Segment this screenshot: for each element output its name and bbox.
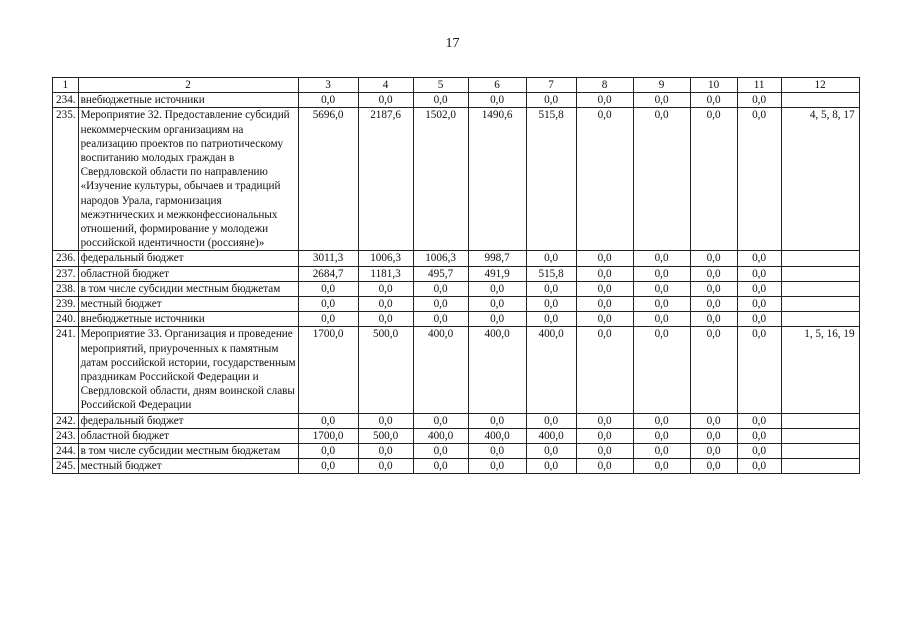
row-number: 234. <box>53 93 79 108</box>
value-cell: 0,0 <box>526 297 576 312</box>
table-row <box>53 108 860 251</box>
value-cell: 491,9 <box>468 266 526 281</box>
page-number: 17 <box>445 36 460 51</box>
value-cell: 0,0 <box>737 312 781 327</box>
value-cell: 0,0 <box>633 266 690 281</box>
table-row <box>53 444 860 459</box>
value-cell: 0,0 <box>526 93 576 108</box>
value-cell: 1700,0 <box>298 428 358 443</box>
row-number: 236. <box>53 251 79 266</box>
value-cell: 0,0 <box>576 327 633 413</box>
table-row <box>53 266 860 281</box>
value-cell: 515,8 <box>526 266 576 281</box>
target-indicators <box>781 428 859 443</box>
row-number: 241. <box>53 327 79 413</box>
value-cell: 0,0 <box>576 459 633 474</box>
column-header: 12 <box>781 78 859 93</box>
row-number: 245. <box>53 459 79 474</box>
value-cell: 0,0 <box>737 413 781 428</box>
value-cell: 0,0 <box>633 281 690 296</box>
value-cell: 0,0 <box>576 266 633 281</box>
value-cell: 0,0 <box>633 93 690 108</box>
value-cell: 0,0 <box>690 444 737 459</box>
column-header: 4 <box>358 78 413 93</box>
value-cell: 0,0 <box>358 297 413 312</box>
column-header: 10 <box>690 78 737 93</box>
value-cell: 0,0 <box>633 108 690 251</box>
value-cell: 495,7 <box>413 266 468 281</box>
value-cell: 0,0 <box>468 413 526 428</box>
value-cell: 0,0 <box>737 428 781 443</box>
column-header: 1 <box>53 78 79 93</box>
column-header: 3 <box>298 78 358 93</box>
value-cell: 0,0 <box>526 251 576 266</box>
target-indicators <box>781 93 859 108</box>
target-indicators <box>781 297 859 312</box>
row-name: внебюджетные источники <box>78 312 298 327</box>
value-cell: 0,0 <box>737 251 781 266</box>
table-row <box>53 93 860 108</box>
target-indicators <box>781 459 859 474</box>
value-cell: 998,7 <box>468 251 526 266</box>
value-cell: 0,0 <box>690 312 737 327</box>
value-cell: 0,0 <box>737 108 781 251</box>
value-cell: 0,0 <box>690 297 737 312</box>
value-cell: 0,0 <box>737 297 781 312</box>
row-number: 237. <box>53 266 79 281</box>
column-header: 6 <box>468 78 526 93</box>
value-cell: 0,0 <box>633 459 690 474</box>
value-cell: 1006,3 <box>413 251 468 266</box>
table-row <box>53 251 860 266</box>
row-name: федеральный бюджет <box>78 251 298 266</box>
table-row <box>53 327 860 413</box>
column-header: 2 <box>78 78 298 93</box>
value-cell: 0,0 <box>737 444 781 459</box>
value-cell: 0,0 <box>737 281 781 296</box>
value-cell: 500,0 <box>358 428 413 443</box>
value-cell: 0,0 <box>737 327 781 413</box>
target-indicators <box>781 266 859 281</box>
table-row <box>53 281 860 296</box>
program-table <box>52 77 860 474</box>
value-cell: 400,0 <box>413 327 468 413</box>
value-cell: 400,0 <box>468 327 526 413</box>
table-row <box>53 428 860 443</box>
column-header: 11 <box>737 78 781 93</box>
row-number: 240. <box>53 312 79 327</box>
value-cell: 0,0 <box>358 93 413 108</box>
value-cell: 0,0 <box>690 428 737 443</box>
value-cell: 0,0 <box>576 108 633 251</box>
value-cell: 0,0 <box>633 413 690 428</box>
value-cell: 1181,3 <box>358 266 413 281</box>
table-row <box>53 413 860 428</box>
target-indicators <box>781 251 859 266</box>
value-cell: 400,0 <box>413 428 468 443</box>
value-cell: 0,0 <box>690 413 737 428</box>
value-cell: 400,0 <box>526 428 576 443</box>
value-cell: 0,0 <box>298 459 358 474</box>
value-cell: 5696,0 <box>298 108 358 251</box>
target-indicators: 4, 5, 8, 17 <box>781 108 859 251</box>
value-cell: 0,0 <box>633 444 690 459</box>
value-cell: 1700,0 <box>298 327 358 413</box>
value-cell: 0,0 <box>413 444 468 459</box>
value-cell: 0,0 <box>690 266 737 281</box>
value-cell: 0,0 <box>298 444 358 459</box>
target-indicators <box>781 413 859 428</box>
value-cell: 0,0 <box>576 428 633 443</box>
value-cell: 0,0 <box>526 444 576 459</box>
table-body <box>53 78 860 474</box>
value-cell: 0,0 <box>468 93 526 108</box>
row-name: внебюджетные источники <box>78 93 298 108</box>
row-name: местный бюджет <box>78 459 298 474</box>
column-header: 5 <box>413 78 468 93</box>
value-cell: 0,0 <box>526 459 576 474</box>
target-indicators: 1, 5, 16, 19 <box>781 327 859 413</box>
value-cell: 400,0 <box>468 428 526 443</box>
value-cell: 0,0 <box>576 413 633 428</box>
value-cell: 1490,6 <box>468 108 526 251</box>
value-cell: 0,0 <box>413 312 468 327</box>
table-row <box>53 459 860 474</box>
value-cell: 0,0 <box>526 312 576 327</box>
row-number: 244. <box>53 444 79 459</box>
row-name: федеральный бюджет <box>78 413 298 428</box>
row-name: Мероприятие 33. Организация и проведение мероприятий, приуроченных к памятным датам российской истории, государственным праздникам Российской Федерации и Свердловской области, дням воинской славы Российской Федерации <box>78 327 298 413</box>
row-name: в том числе субсидии местным бюджетам <box>78 444 298 459</box>
value-cell: 0,0 <box>576 297 633 312</box>
row-name: в том числе субсидии местным бюджетам <box>78 281 298 296</box>
column-header: 8 <box>576 78 633 93</box>
row-number: 242. <box>53 413 79 428</box>
value-cell: 0,0 <box>413 93 468 108</box>
value-cell: 1502,0 <box>413 108 468 251</box>
row-name: областной бюджет <box>78 266 298 281</box>
column-header: 7 <box>526 78 576 93</box>
value-cell: 3011,3 <box>298 251 358 266</box>
value-cell: 0,0 <box>358 444 413 459</box>
value-cell: 2187,6 <box>358 108 413 251</box>
value-cell: 0,0 <box>737 459 781 474</box>
row-number: 238. <box>53 281 79 296</box>
value-cell: 0,0 <box>358 459 413 474</box>
target-indicators <box>781 281 859 296</box>
value-cell: 0,0 <box>298 93 358 108</box>
value-cell: 0,0 <box>576 281 633 296</box>
row-number: 235. <box>53 108 79 251</box>
value-cell: 0,0 <box>690 251 737 266</box>
value-cell: 0,0 <box>413 413 468 428</box>
value-cell: 0,0 <box>633 428 690 443</box>
value-cell: 0,0 <box>633 327 690 413</box>
value-cell: 0,0 <box>690 93 737 108</box>
value-cell: 0,0 <box>633 297 690 312</box>
value-cell: 0,0 <box>690 327 737 413</box>
value-cell: 0,0 <box>468 281 526 296</box>
value-cell: 0,0 <box>413 297 468 312</box>
value-cell: 1006,3 <box>358 251 413 266</box>
row-name: Мероприятие 32. Предоставление субсидий некоммерческим организациям на реализацию проектов по патриотическому воспитанию молодых граждан в Свердловской области по направлению «Изучение культуры, обычаев и традиций народов Урала, гармонизация межэтнических и межконфессиональных отношений, формирование у молодежи российской идентичности (россияне)» <box>78 108 298 251</box>
value-cell: 0,0 <box>413 281 468 296</box>
table-row <box>53 297 860 312</box>
value-cell: 2684,7 <box>298 266 358 281</box>
value-cell: 0,0 <box>298 413 358 428</box>
value-cell: 0,0 <box>690 108 737 251</box>
value-cell: 0,0 <box>526 281 576 296</box>
value-cell: 0,0 <box>690 459 737 474</box>
value-cell: 515,8 <box>526 108 576 251</box>
row-number: 239. <box>53 297 79 312</box>
value-cell: 0,0 <box>576 444 633 459</box>
target-indicators <box>781 444 859 459</box>
value-cell: 0,0 <box>468 312 526 327</box>
value-cell: 0,0 <box>298 281 358 296</box>
value-cell: 0,0 <box>358 312 413 327</box>
value-cell: 0,0 <box>298 312 358 327</box>
value-cell: 0,0 <box>737 266 781 281</box>
value-cell: 0,0 <box>690 281 737 296</box>
value-cell: 0,0 <box>468 444 526 459</box>
value-cell: 0,0 <box>526 413 576 428</box>
value-cell: 0,0 <box>358 281 413 296</box>
value-cell: 500,0 <box>358 327 413 413</box>
value-cell: 0,0 <box>576 251 633 266</box>
target-indicators <box>781 312 859 327</box>
value-cell: 0,0 <box>576 93 633 108</box>
value-cell: 0,0 <box>633 312 690 327</box>
value-cell: 0,0 <box>298 297 358 312</box>
table-row <box>53 312 860 327</box>
value-cell: 0,0 <box>737 93 781 108</box>
row-number: 243. <box>53 428 79 443</box>
value-cell: 400,0 <box>526 327 576 413</box>
value-cell: 0,0 <box>633 251 690 266</box>
row-name: областной бюджет <box>78 428 298 443</box>
value-cell: 0,0 <box>576 312 633 327</box>
value-cell: 0,0 <box>358 413 413 428</box>
column-header: 9 <box>633 78 690 93</box>
row-name: местный бюджет <box>78 297 298 312</box>
value-cell: 0,0 <box>468 297 526 312</box>
value-cell: 0,0 <box>413 459 468 474</box>
table-header-row <box>53 78 860 93</box>
value-cell: 0,0 <box>468 459 526 474</box>
